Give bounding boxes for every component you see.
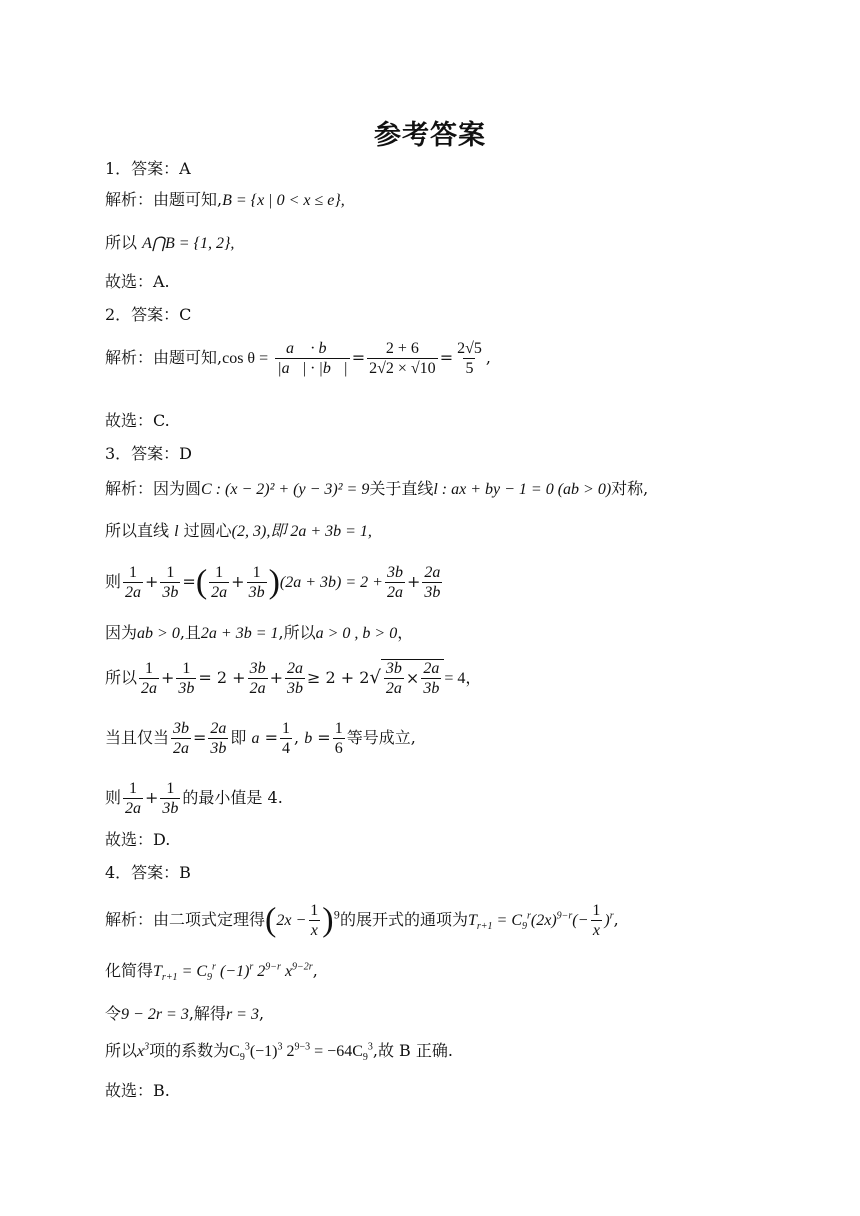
q2-result-num: 2√5	[457, 339, 482, 357]
q3-answer: 3．答案：D	[105, 444, 193, 463]
q2-frac-result	[455, 340, 484, 378]
q3-line6: 当且仅当 $\frac{3b}{2a}$ = $\frac{2a}{3b}$ 即 a = $\frac{1}{4}$ , b = $\frac{1}{6}$ 等号成立,	[105, 719, 416, 757]
q4-line1: 解析：由二项式定理得(2x − $\frac{1}{x}$ )$^9$的展开式的通项为$T_{r+1} = C_9^r(2x)^{9-r}(-$ $\frac{1}{x}$ )$^r$,	[105, 901, 619, 939]
q1-line1-text: 解析：由题可知,	[105, 190, 223, 209]
q4-line4-c: ,故 B 正确.	[372, 1041, 453, 1060]
q3-line1	[105, 478, 648, 501]
q3-line4-d: 2a + 3b = 1	[200, 625, 279, 642]
q3-line-eq: l : ax + by − 1 = 0 (ab > 0)	[433, 481, 612, 498]
q1-line2-text: 所以	[105, 233, 138, 252]
q3-line7-a: 则	[105, 788, 122, 807]
q4-line2: 化简得$T_{r+1} = C_9^r$ $(-1)^r$ $2^{9-r}$ $x^{9-2r}$,	[105, 961, 318, 984]
page-title: 参考答案	[374, 120, 486, 151]
q2-line1: 解析：由题可知,cos θ = $\frac{a⃗ \cdot b⃗}{|a⃗| \cdot |b⃗|}$ = $\frac{2 + 6}{2√2 \times √10}$ = $\frac{2√5}{5}$ ,	[105, 339, 491, 377]
q3-line7-b: 的最小值是 4.	[182, 788, 283, 807]
q2-frac-ab: $\frac{a⃗ \cdot b⃗}{|a⃗| \cdot |b⃗|}$	[277, 339, 348, 377]
q4-line4: 所以$x^3$项的系数为$C_9^3(-1)^3$ $2^{9-3} = -64C_9^3$,故 B 正确.	[105, 1041, 453, 1064]
q3-choose: 故选：D.	[105, 830, 171, 849]
q3-line2-b: 过圆心	[183, 521, 232, 540]
q3-line1-c: 对称,	[611, 479, 649, 498]
q3-line2-a: 所以直线	[105, 521, 170, 540]
q2-choose: 故选：C.	[105, 411, 170, 430]
q4-line3-a: 令	[105, 1004, 122, 1023]
q2-line1-text: 解析：由题可知,	[105, 348, 223, 367]
q3-line4-f: a > 0 , b > 0	[315, 625, 398, 642]
q3-line4	[105, 622, 413, 645]
q3-center: (2, 3),即 2a + 3b = 1,	[231, 523, 372, 540]
q2-frac-num: 2 + 6	[385, 339, 419, 357]
q3-line4-b: ab > 0	[137, 625, 180, 642]
q4-line3-b: 9 − 2r = 3	[121, 1006, 189, 1023]
q3-line2: 所以直线 l 过圆心(2, 3),即 2a + 3b = 1,	[105, 521, 372, 540]
q4-line1-b: 的展开式的通项为	[339, 910, 468, 929]
q4-line3-e: ,	[258, 1004, 265, 1023]
q3-line6-c: 等号成立,	[346, 728, 416, 747]
q4-line4-a: 所以	[105, 1041, 138, 1060]
q3-line4-a: 因为	[105, 623, 138, 642]
q1-set-b: B = {x | 0 < x ≤ e},	[222, 192, 345, 209]
q3-line4-g: ，	[397, 623, 414, 642]
q4-line3-c: ,解得	[188, 1004, 226, 1023]
q4-line3	[105, 1003, 264, 1026]
q3-line5-text: 所以	[105, 668, 138, 687]
q3-line3: 则 $\frac{1}{2a}$ + $\frac{1}{3b}$ =( $\frac{1}{2a}$ + $\frac{1}{3b}$ )(2a + 3b) = 2 + $\frac{3b}{2a}$ + $\frac{2a}{3b}$	[105, 563, 441, 601]
q3-line1-a: 解析：因为圆	[105, 479, 202, 498]
q4-line3-d: r = 3	[225, 1006, 259, 1023]
q3-line5-result: = 4，	[444, 670, 482, 687]
q3-line4-c: ,且	[179, 623, 201, 642]
q2-frac-values	[367, 340, 438, 378]
q2-answer: 2．答案：C	[105, 305, 192, 324]
q3-line7: 则 $\frac{1}{2a}$ + $\frac{1}{3b}$ 的最小值是 4.	[105, 779, 283, 817]
q3-line6-b: 即	[230, 728, 247, 747]
q4-line2-a: 化简得	[105, 961, 154, 980]
q1-answer: 1．答案：A	[105, 159, 191, 178]
q4-line1-a: 解析：由二项式定理得	[105, 910, 266, 929]
q3-line4-e: ,所以	[278, 623, 316, 642]
q1-line1	[105, 189, 345, 212]
q2-result-den: 5	[465, 359, 474, 377]
q1-choose: 故选：A.	[105, 272, 170, 291]
q4-choose: 故选：B.	[105, 1081, 170, 1100]
q4-line4-b: 项的系数为	[149, 1041, 230, 1060]
q3-circle-eq: C : (x − 2)² + (y − 3)² = 9	[201, 481, 370, 498]
q2-cos: cos θ =	[222, 350, 269, 367]
q3-line5: 所以 $\frac{1}{2a}$ + $\frac{1}{3b}$ = 2 + $\frac{3b}{2a}$ + $\frac{2a}{3b}$ ≥ 2 + 2√ $\frac{3b}{2a}$ × $\frac{2a}{3b}$ = 4，	[105, 659, 482, 697]
q1-intersection: A⋂B = {1, 2},	[142, 235, 235, 252]
q4-answer: 4．答案：B	[105, 863, 191, 882]
q3-line1-b: 关于直线	[369, 479, 434, 498]
q3-line6-a: 当且仅当	[105, 728, 170, 747]
q2-frac-den: 2√2 × √10	[369, 359, 436, 377]
q3-line3-text: 则	[105, 572, 122, 591]
q1-line2	[105, 232, 234, 255]
